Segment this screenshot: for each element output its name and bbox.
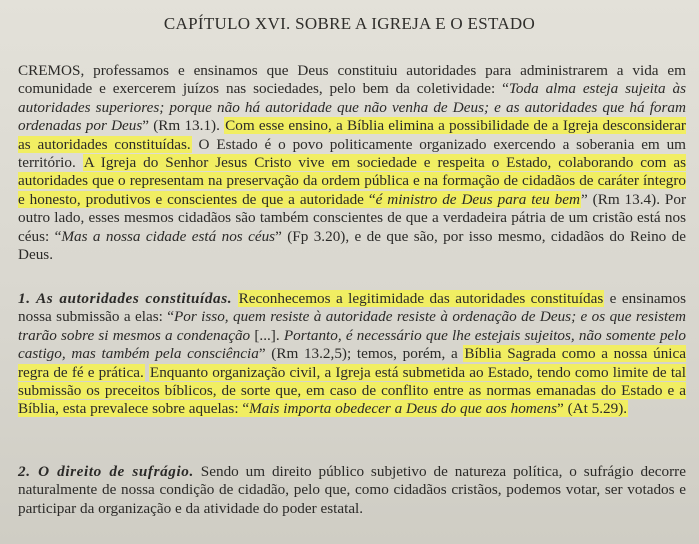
highlight-text: ” (At 5.29).	[557, 400, 628, 418]
text: e ensinamos nossa submissão a elas: “	[18, 290, 686, 326]
quote: é ministro de Deus para teu bem	[375, 190, 580, 208]
section-heading: 1. As autoridades constituídas.	[18, 290, 233, 307]
highlight: Bíblia Sagrada como a nossa única regra de fé e prática.	[18, 345, 686, 381]
highlight-text: A Igreja do Senhor Jesus Cristo vive em sociedade e respeita o Estado, colaborando com as autoridades que o representam na preservação da ordem pública e na formação de cidadãos de caráter íntegro e honesto, produtivos e conscientes de que a autoridade “	[18, 154, 686, 208]
text: ” (Rm 13.1).	[142, 117, 225, 135]
paragraph-authorities	[18, 290, 686, 419]
quote: Portanto, é necessário que lhe estejais sujeitos, não somente pelo castigo, mas também pela consciência	[18, 326, 686, 363]
quote: Mas a nossa cidade está nos céus	[61, 227, 276, 245]
highlight-text: Enquanto organização civil, a Igreja está submetida ao Estado, tendo como limite de tal submissão os preceitos bíblicos, de sorte que, em caso de conflito entre as normas emanadas do Estado e a Bíblia, esta prevalece sobre aquelas: “	[18, 363, 686, 418]
text: ” (Fp 3.20), e de que são, por isso mesmo, cidadãos do Reino de Deus.	[18, 227, 686, 264]
paragraph-intro	[18, 62, 686, 264]
paragraph-suffrage	[18, 463, 686, 518]
highlight: Com esse ensino, a Bíblia elimina a possibilidade de a Igreja desconsiderar as autoridades constituídas.	[18, 117, 686, 153]
text: ” (Rm 13.2,5); temos, porém, a	[258, 345, 464, 363]
text: O Estado é o povo politicamente organizado exercendo a soberania em um território.	[18, 135, 686, 172]
quote: Mais importa obedecer a Deus do que aos homens	[249, 400, 558, 418]
text: [...].	[250, 326, 284, 344]
text: Sendo um direito público subjetivo de natureza política, o sufrágio decorre naturalmente de nossa condição de cidadão, pelo que, como cidadãos cristãos, podemos votar, ser votados e participar da organização e da atividade do poder estatal.	[18, 463, 686, 517]
text: CREMOS, professamos e ensinamos que Deus constituiu autoridades para administrarem a vida em comunidade e exercerem juízos nas sociedades, pelo bem da coletividade: “	[18, 62, 686, 98]
quote: Por isso, quem resiste à autoridade resiste à ordenação de Deus; e os que resistem trarão sobre si mesmos a condenação	[18, 308, 686, 344]
quote: Toda alma esteja sujeita às autoridades superiores; porque não há autoridade que não venha de Deus; e as autoridades que há foram ordenadas por Deus	[18, 80, 686, 135]
chapter-title: CAPÍTULO XVI. SOBRE A IGREJA E O ESTADO	[163, 14, 536, 33]
section-heading: 2. O direito de sufrágio.	[18, 463, 194, 480]
text: ” (Rm 13.4). Por outro lado, esses mesmos cidadãos são também conscientes de que a verdadeira pátria de um cristão está nos céus: “	[18, 190, 686, 245]
highlight: Reconhecemos a legitimidade das autoridades constituídas	[238, 290, 604, 307]
